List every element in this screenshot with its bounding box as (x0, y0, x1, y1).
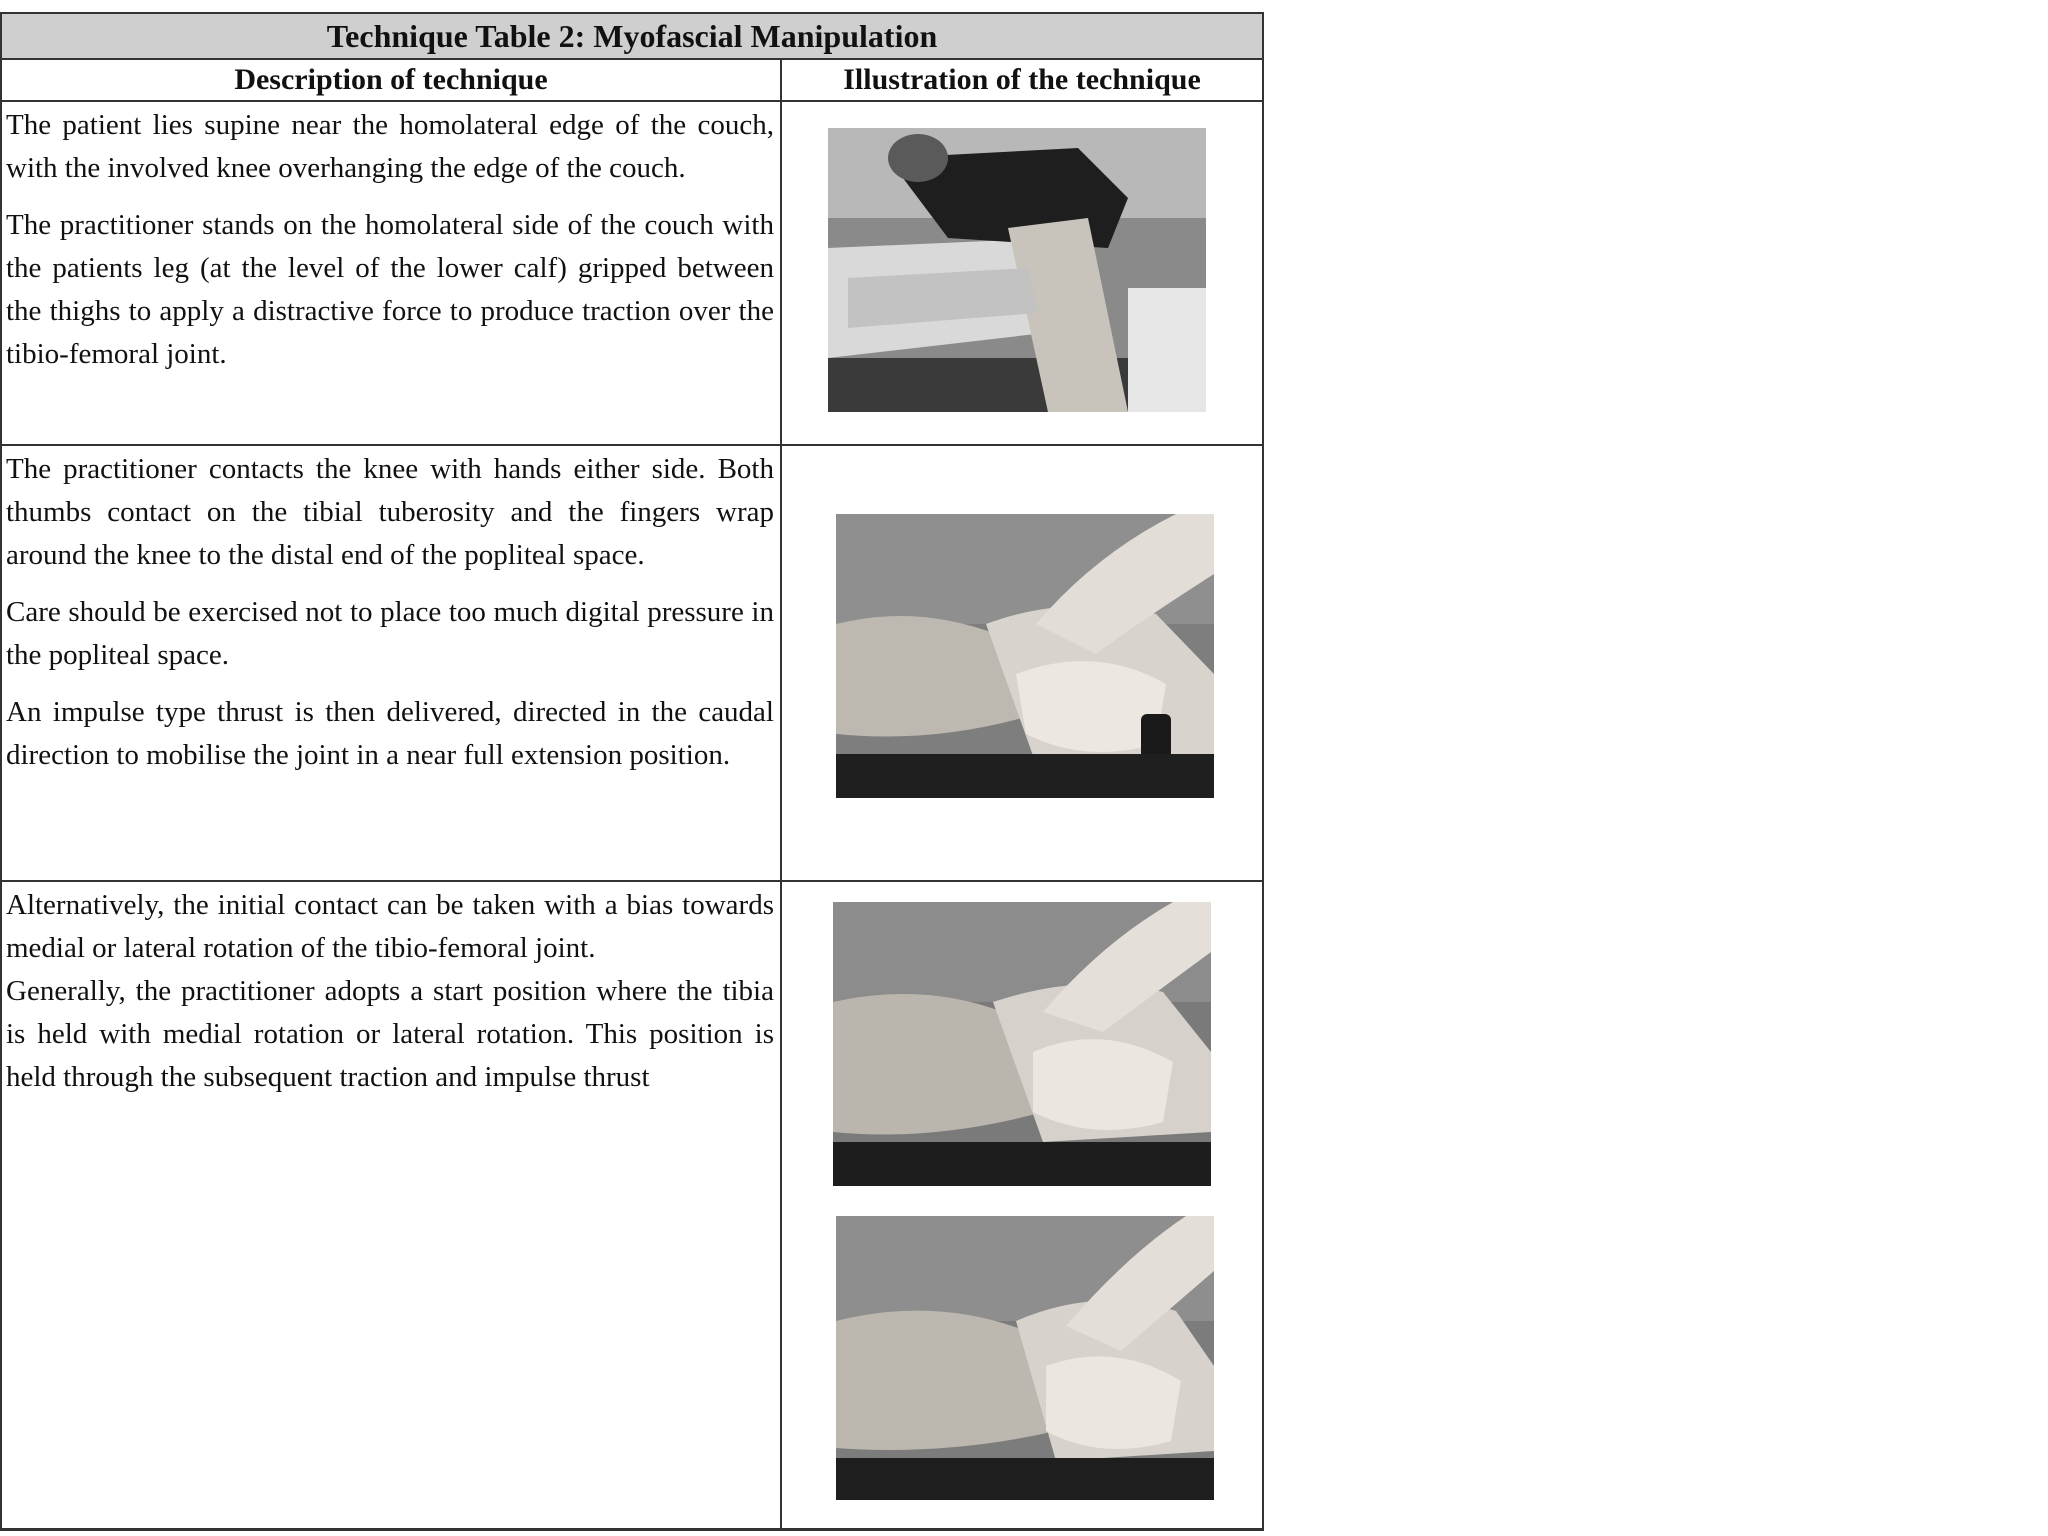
illustration-cell (781, 881, 1263, 1529)
paragraph: An impulse type thrust is then delivered, directed in the caudal direction to mobilise the joint in a near full extension position. (6, 696, 774, 771)
photo-knee-lateral-rotation (836, 1216, 1214, 1500)
photo-knee-contact (836, 514, 1214, 798)
photo-knee-medial-rotation (833, 902, 1211, 1186)
table-row (1, 445, 1263, 881)
paragraph: The practitioner contacts the knee with hands either side. Both thumbs contact on the tibial tuberosity and the fingers wrap around the knee to the distal end of the popliteal space. (6, 453, 774, 571)
description-cell (1, 101, 781, 445)
illustration-cell (781, 101, 1263, 445)
description-cell (1, 881, 781, 1529)
photo-traction-practitioner (828, 128, 1206, 412)
paragraph: Alternatively, the initial contact can be taken with a bias towards medial or lateral rotation of the tibio-femoral joint. (6, 889, 774, 964)
description-cell (1, 445, 781, 881)
paragraph: Care should be exercised not to place too much digital pressure in the popliteal space. (6, 596, 774, 671)
header-illustration: Illustration of the technique (781, 59, 1263, 101)
paragraph: Generally, the practitioner adopts a start position where the tibia is held with medial rotation or lateral rotation. This position is held through the subsequent traction and impulse thrust (6, 975, 774, 1093)
table-row (1, 101, 1263, 445)
technique-table (0, 12, 1264, 1531)
header-description: Description of technique (1, 59, 781, 101)
paragraph: The practitioner stands on the homolateral side of the couch with the patients leg (at the level of the lower calf) gripped between the thighs to apply a distractive force to produce traction over the tibio-femoral joint. (6, 209, 774, 370)
paragraph: The patient lies supine near the homolateral edge of the couch, with the involved knee overhanging the edge of the couch. (6, 109, 774, 184)
table-title: Technique Table 2: Myofascial Manipulation (1, 13, 1263, 59)
table-row (1, 881, 1263, 1529)
illustration-cell (781, 445, 1263, 881)
